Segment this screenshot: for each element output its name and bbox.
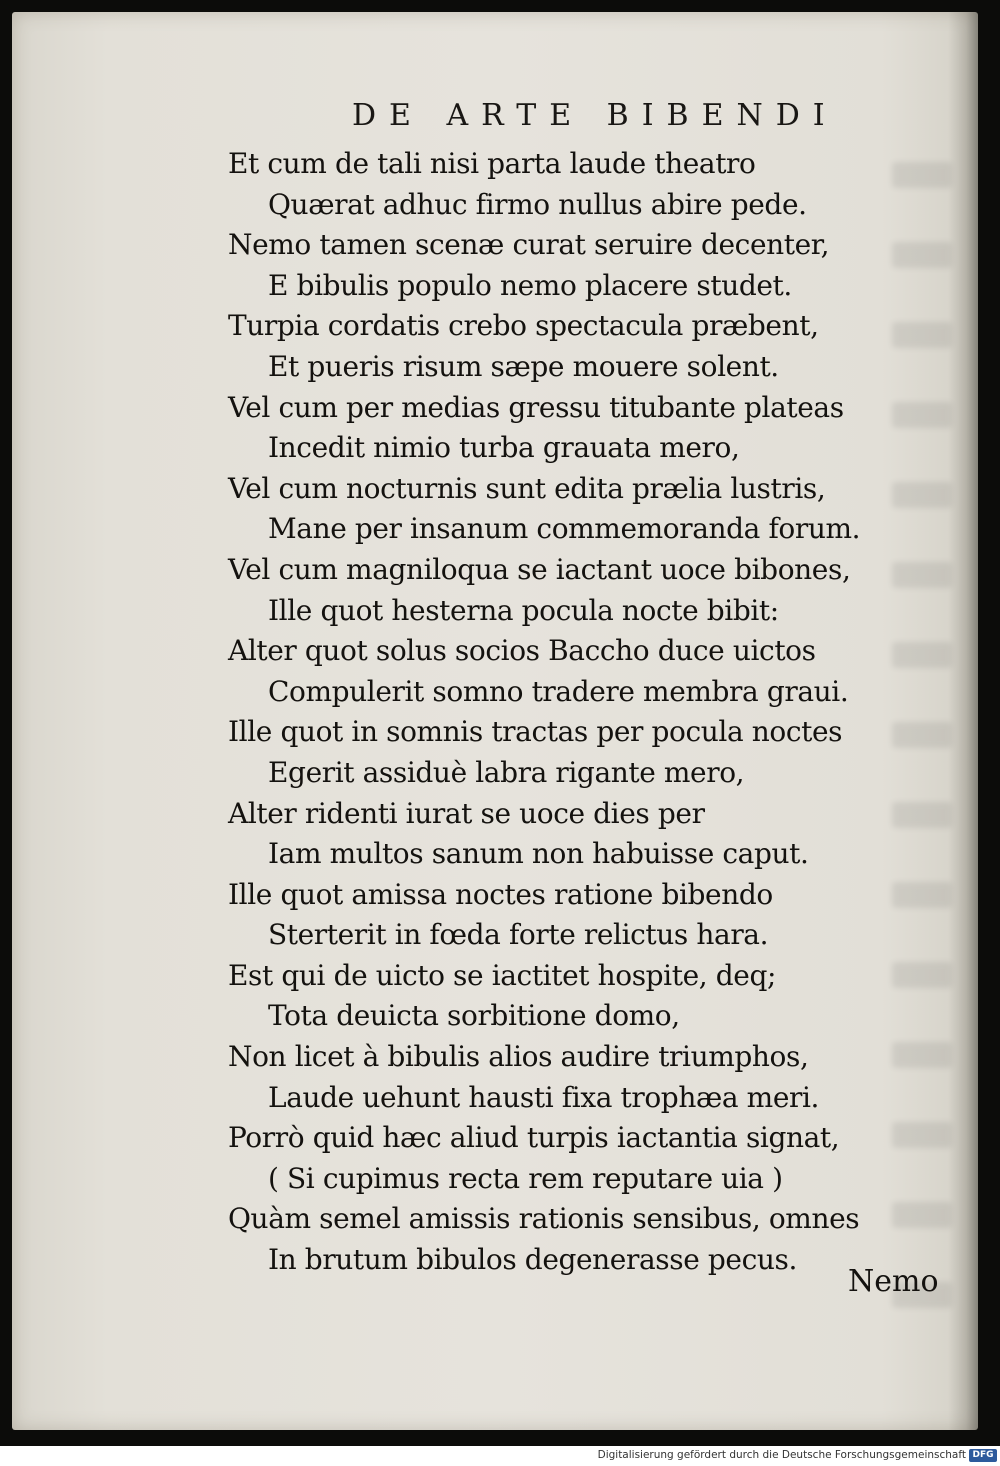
verse-line: Alter ridenti iurat se uoce dies per <box>228 796 705 830</box>
verse-line: Iam multos sanum non habuisse caput. <box>268 837 809 871</box>
verse-line: Laude uehunt hausti fixa trophæa meri. <box>268 1080 820 1114</box>
verse-line: Mane per insanum commemoranda forum. <box>268 512 861 546</box>
verse-line: Ille quot hesterna pocula nocte bibit: <box>268 593 779 627</box>
verse-line: Alter quot solus socios Baccho duce uictos <box>228 634 816 668</box>
dfg-logo: DFG <box>969 1449 997 1462</box>
verse-line: Tota deuicta sorbitione domo, <box>268 999 680 1033</box>
verse-line: Quærat adhuc firmo nullus abire pede. <box>268 187 807 221</box>
verse-line: Vel cum per medias gressu titubante plateas <box>228 390 844 424</box>
verse-line: Est qui de uicto se iactitet hospite, deq; <box>228 958 777 992</box>
footer-bar <box>0 1446 1000 1466</box>
verse-line: Et pueris risum sæpe mouere solent. <box>268 349 779 383</box>
verse-line: Sterterit in fœda forte relictus hara. <box>268 918 769 952</box>
poem <box>228 144 888 1281</box>
verse-line: Egerit assiduè labra rigante mero, <box>268 755 745 789</box>
funding-credit: Digitalisierung gefördert durch die Deutsche Forschungsgemeinschaft <box>597 1449 966 1461</box>
verse-line: Turpia cordatis crebo spectacula præbent, <box>228 309 819 343</box>
verse-line: Incedit nimio turba grauata mero, <box>268 431 740 465</box>
catchword: Nemo <box>848 1264 939 1299</box>
verse-line: Porrò quid hæc aliud turpis iactantia signat, <box>228 1121 840 1155</box>
verse-line: Non licet à bibulis alios audire triumphos, <box>228 1040 809 1074</box>
running-head: DE ARTE BIBENDI <box>352 98 838 133</box>
verse-line: Et cum de tali nisi parta laude theatro <box>228 147 756 180</box>
verse-line: Ille quot amissa noctes ratione bibendo <box>228 877 773 911</box>
show-through-text <box>892 162 962 1312</box>
verse-line: ( Si cupimus recta rem reputare uia ) <box>268 1161 783 1195</box>
verse-line: Vel cum magniloqua se iactant uoce bibones, <box>228 552 851 586</box>
verse-line: E bibulis populo nemo placere studet. <box>268 268 792 302</box>
verse-line: Compulerit somno tradere membra graui. <box>268 674 849 708</box>
verse-line: Ille quot in somnis tractas per pocula noctes <box>228 715 843 749</box>
verse-line: Vel cum nocturnis sunt edita prælia lustris, <box>228 471 826 505</box>
verse-line: Nemo tamen scenæ curat seruire decenter, <box>228 228 830 262</box>
verse-line: Quàm semel amissis rationis sensibus, omnes <box>228 1202 860 1236</box>
verse-line: In brutum bibulos degenerasse pecus. <box>268 1243 797 1277</box>
